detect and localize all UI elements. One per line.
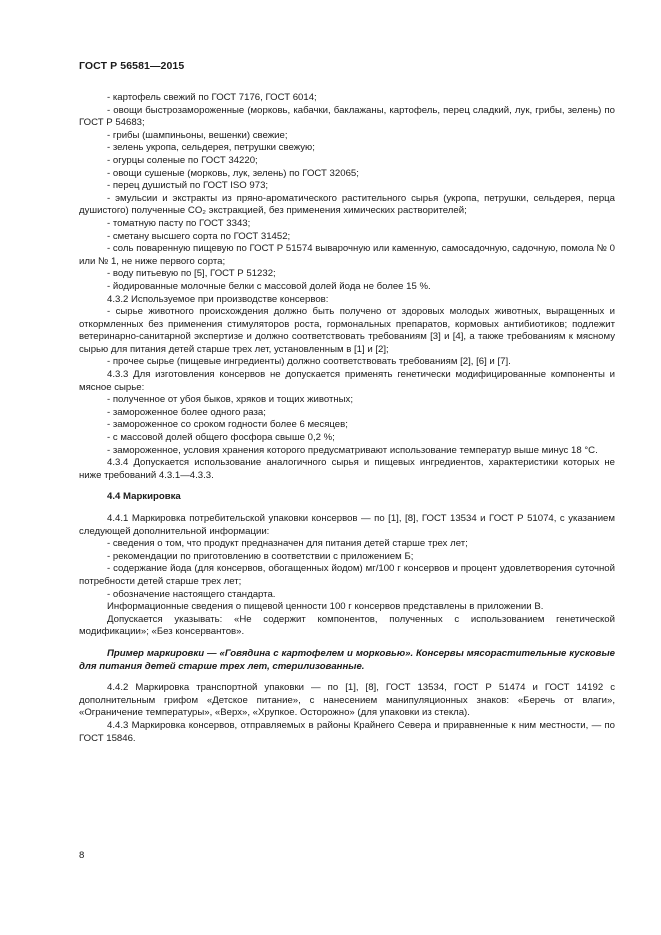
list-item: - томатную пасту по ГОСТ 3343;	[107, 217, 251, 229]
example-note: Пример маркировки — «Говядина с картофелем и морковью». Консервы мясорастительные кусковые для питания детей старше трех лет, стерилизованные.	[79, 647, 615, 672]
clause-paragraph: 4.4.3 Маркировка консервов, отправляемых в районы Крайнего Севера и приравненные к ним местности, — по ГОСТ 15846.	[79, 719, 615, 744]
list-item: - с массовой долей общего фосфора свыше 0,2 %;	[107, 432, 335, 444]
list-item: - овощи сушеные (морковь, лук, зелень) по ГОСТ 32065;	[107, 167, 359, 179]
list-item: - йодированные молочные белки с массовой долей йода не более 15 %.	[107, 280, 431, 292]
list-item: - грибы (шампиньоны, вешенки) свежие;	[107, 129, 288, 141]
list-item: - овощи быстрозамороженные (морковь, кабачки, баклажаны, картофель, перец сладкий, лук, грибы, зелень) по ГОСТ Р 54683;	[79, 104, 615, 129]
list-item: - соль поваренную пищевую по ГОСТ Р 51574 выварочную или каменную, самосадочную, садочную, помола № 0 или № 1, не ниже первого сорта;	[79, 243, 615, 267]
list-item: - перец душистый по ГОСТ ISO 973;	[107, 180, 269, 192]
list-item: - рекомендации по приготовлению в соответствии с приложением Б;	[107, 550, 414, 562]
body-paragraph: Информационные сведения о пищевой ценности 100 г консервов представлены в приложении В.	[107, 601, 544, 613]
clause-paragraph: 4.3.2 Используемое при производстве консервов:	[107, 293, 329, 305]
list-item: - воду питьевую по [5], ГОСТ Р 51232;	[107, 268, 276, 280]
list-item: - зелень укропа, сельдерея, петрушки свежую;	[107, 142, 315, 154]
list-item: - полученное от убоя быков, хряков и тощих животных;	[107, 394, 354, 406]
page-number: 8	[79, 850, 85, 861]
list-item: - эмульсии и экстракты из пряно-ароматического растительного сырья (укропа, петрушки, сельдерея, перца душистого) полученные CO₂ экстракцией, без применения химических растворителей;	[79, 192, 615, 217]
list-item: - сведения о том, что продукт предназначен для питания детей старше трех лет;	[107, 538, 468, 550]
list-item: - замороженное, условия хранения которого предусматривают использование температур выше минус 18 °С.	[107, 444, 598, 456]
list-item: - картофель свежий по ГОСТ 7176, ГОСТ 6014;	[107, 92, 317, 103]
clause-paragraph: 4.3.4 Допускается использование аналогичного сырья и пищевых ингредиентов, характеристики которых не ниже требований 4.3.1—4.3.3.	[79, 457, 615, 481]
list-item: - огурцы соленые по ГОСТ 34220;	[107, 154, 258, 166]
section-heading: 4.4 Маркировка	[107, 491, 181, 503]
list-item: - содержание йода (для консервов, обогащенных йодом) мг/100 г консервов и процент удовлетворения суточной потребности детей старше трех лет;	[79, 563, 615, 587]
document-header: ГОСТ Р 56581—2015	[79, 60, 185, 72]
list-item: - замороженное со сроком годности более 6 месяцев;	[107, 419, 348, 431]
list-item: - сметану высшего сорта по ГОСТ 31452;	[107, 230, 291, 242]
list-item: - прочее сырье (пищевые ингредиенты) должно соответствовать требованиям [2], [6] и [7].	[107, 356, 511, 368]
list-item: - замороженное более одного раза;	[107, 406, 266, 418]
clause-paragraph: 4.4.2 Маркировка транспортной упаковки — по [1], [8], ГОСТ 13534, ГОСТ Р 51474 и ГОСТ 14192 с дополнительным грифом «Детское питание», с нанесением манипуляционных знаков: «Беречь от влаги», «Ограничение температуры», «Верх», «Хрупкое. Осторожно» (для упаковки из стекла).	[79, 682, 615, 719]
body-paragraph: Допускается указывать: «Не содержит компонентов, полученных с использованием генетической модификации»; «Без консервантов».	[79, 613, 615, 638]
list-item: - сырье животного происхождения должно быть получено от здоровых молодых животных, выращенных и откормленных без применения стимуляторов роста, гормональных препаратов, кормовых антибиотиков; подлежит ветеринарно-санитарной экспертизе и должно соответствовать требованиям [3] и [4], а также требованиям к мясному сырью для питания детей старше трех лет, установленным в [1] и [2];	[79, 306, 615, 355]
clause-paragraph: 4.4.1 Маркировка потребительской упаковки консервов — по [1], [8], ГОСТ 13534 и ГОСТ Р 51074, с указанием следующей дополнительной информации:	[79, 513, 615, 537]
clause-paragraph: 4.3.3 Для изготовления консервов не допускается применять генетически модифицированные компоненты и мясное сырье:	[79, 369, 615, 393]
document-body	[79, 92, 615, 745]
list-item: - обозначение настоящего стандарта.	[107, 588, 276, 600]
